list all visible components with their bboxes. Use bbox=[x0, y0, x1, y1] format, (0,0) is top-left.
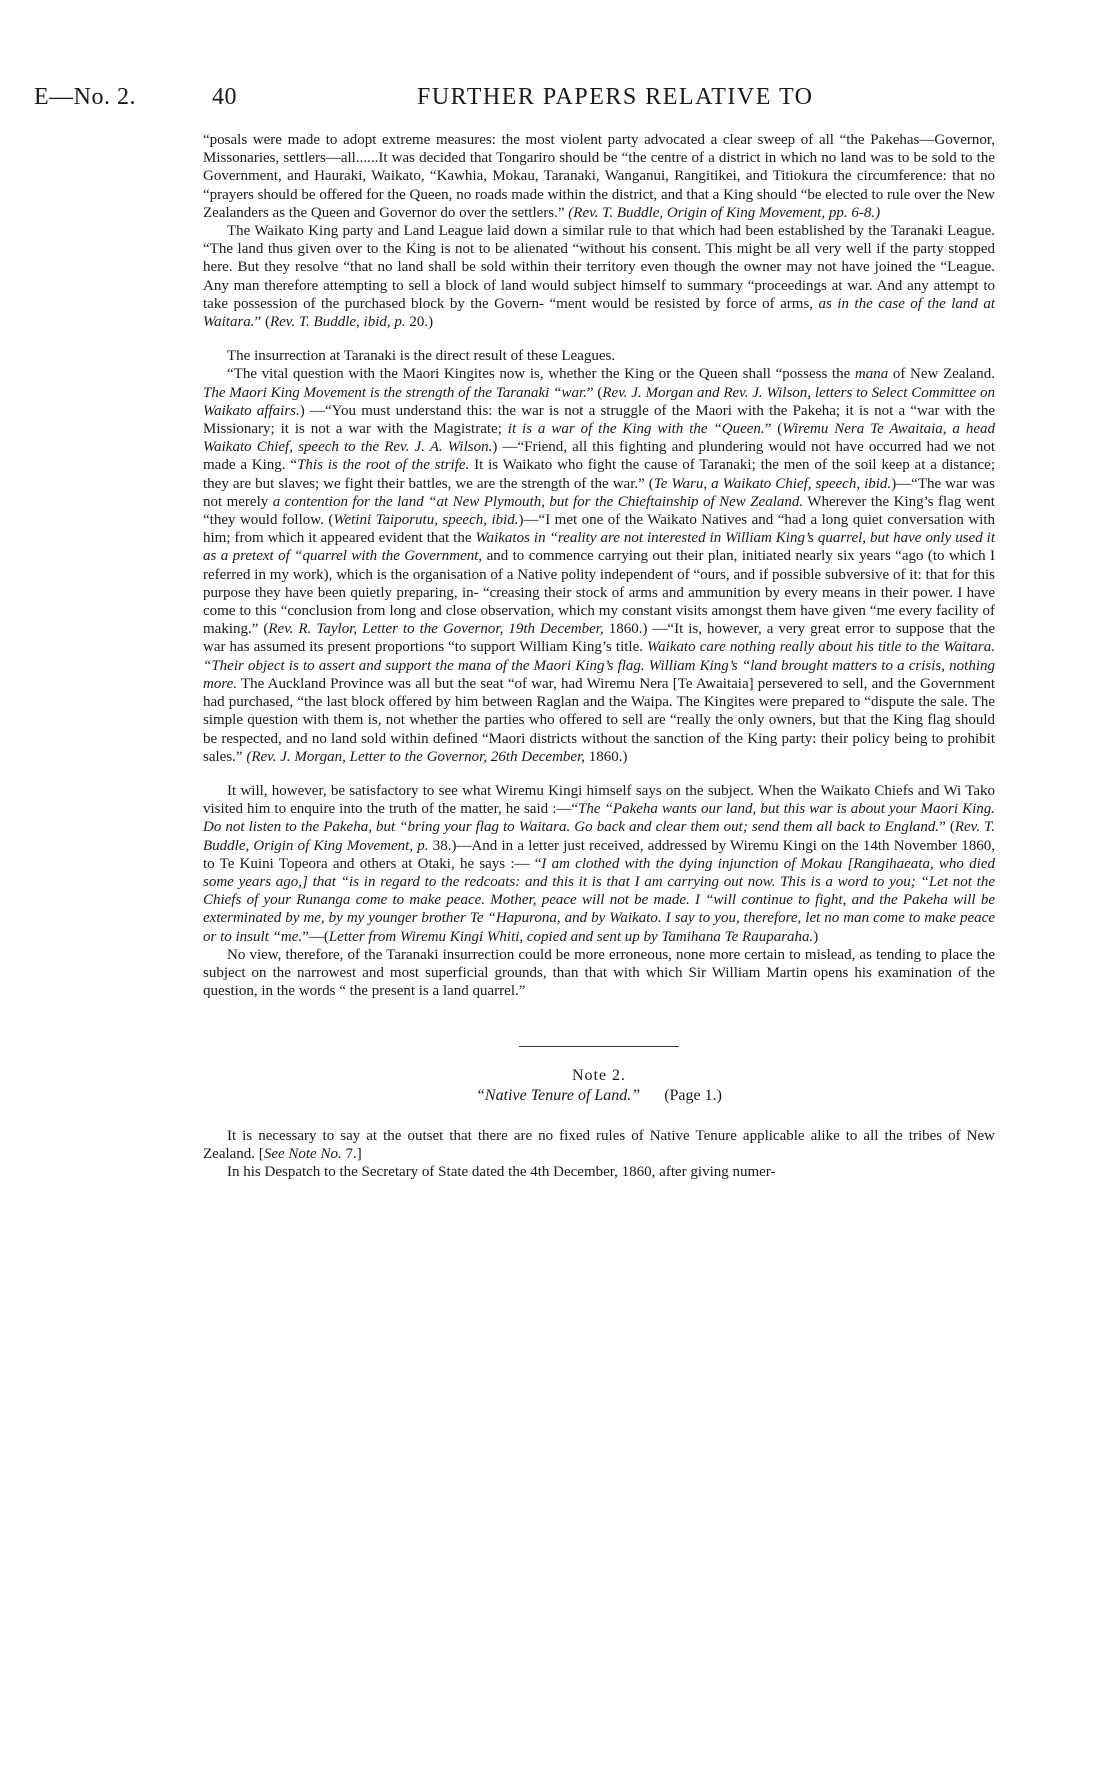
text-run: 1860.) bbox=[585, 748, 628, 765]
paragraph-native-tenure bbox=[203, 1127, 995, 1163]
text-run: )—“I met one of the Waikato Natives and “had a long quiet conversation with him; from which it appeared evident that the bbox=[203, 512, 996, 547]
paragraph-vital-question bbox=[203, 365, 995, 765]
body-text bbox=[203, 131, 995, 1181]
text-run: Rev. R. Taylor, Letter to the Governor, 19th December, bbox=[268, 621, 604, 638]
text-run: ” ( bbox=[254, 314, 270, 331]
text-run: The Auckland Province was all but the seat “of war, had Wiremu Nera [Te Awaitaia] persevered to sell, and the Government had purchased, “the last block offered by him between Raglan and the Waipa. The Kingites were prepared to “dispute the sale. The simple question with them is, not whether the parties who offered to sell are “really the only owners, but that the King flag should be respected, and no land sold within defined “Maori districts without the sanction of the King party: their policy being to prohibit sales.” bbox=[203, 675, 995, 765]
text-run: ) —“Friend, all this fighting and plundering would not have occurred had we not made a King. “ bbox=[203, 439, 996, 474]
text-run: See Note No. bbox=[263, 1145, 342, 1162]
text-run: This is the root of the strife. bbox=[297, 457, 470, 474]
paper-reference: E—No. 2. bbox=[34, 84, 136, 110]
running-title: FURTHER PAPERS RELATIVE TO bbox=[417, 84, 814, 110]
text-run: 20.) bbox=[405, 314, 434, 331]
text-run: (Rev. T. Buddle, Origin of King Movement, pp. 6-8.) bbox=[568, 204, 881, 221]
text-run: Waikatos in “reality are not interested in William King’s quarrel, but have only used it as a pretext of “quarrel with the Government, bbox=[203, 530, 996, 565]
text-run: Rev. T. Buddle, ibid, p. bbox=[269, 314, 406, 331]
section-divider bbox=[519, 1046, 679, 1047]
text-run: In his Despatch to the Secretary of State dated the 4th December, 1860, after giving numer- bbox=[227, 1164, 776, 1181]
text-run: a contention for the land “at New Plymouth, but for the Chieftainship of New Zealand. bbox=[272, 493, 804, 510]
text-run: It will, however, be satisfactory to see what Wiremu Kingi himself says on the subject. When the Waikato Chiefs and Wi Tako visited him to enquire into the truth of the matter, he said :—“ bbox=[203, 782, 995, 818]
text-run: Wetini Taiporutu, speech, ibid. bbox=[333, 512, 519, 529]
paragraph-no-view bbox=[203, 946, 995, 1001]
text-run: it is a war of the King with the “Queen. bbox=[507, 421, 765, 438]
text-run: ) bbox=[813, 928, 819, 945]
text-run: No view, therefore, of the Taranaki insurrection could be more erroneous, none more certain to mislead, as tending to place the subject on the narrowest and most superficial grounds, than that with which Sir William Martin opens his examination of the question, in the words “ the present is a land quarrel.” bbox=[203, 946, 995, 1000]
text-run: ) —“You must understand this: the war is not a struggle of the Maori with the Pakeha; it is not a “war with the Missionary; it is not a war with the Magistrate; bbox=[203, 402, 995, 438]
text-run: Letter from Wiremu Kingi Whiti, copied and sent up by Tamihana Te Rauparaha. bbox=[328, 928, 814, 945]
note-subtitle-quote: “Native Tenure of Land.” bbox=[476, 1086, 641, 1104]
text-run: Rev. J. Morgan and Rev. J. Wilson, letters to Select Committee on Waikato affairs. bbox=[203, 384, 995, 419]
text-run: I am clothed with the dying injunction of Mokau [Rangihaeata, who died some years ago,] that “is in regard to the redcoats: and this it is that I am carrying out now. This is a word to you; “Let not the Chiefs of your Runanga come to make peace. Mother, peace will not be made. I “will continue to fight, and the Pakeha will be exterminated by me, by my younger brother Te “Hapurona, and by Waikato. I say to you, therefore, let no man come to make peace or to insult “me. bbox=[203, 855, 995, 945]
text-run: Te Waru, a Waikato Chief, speech, ibid. bbox=[653, 475, 892, 492]
paragraph-wiremu-kingi bbox=[203, 782, 995, 946]
page-number: 40 bbox=[212, 84, 237, 110]
text-run: )—“The war was not merely bbox=[203, 475, 995, 510]
text-run: 38.)—And in a letter just received, addressed by Wiremu Kingi on the 14th November 1860, to Te Kuini Topeora and others at Otaki, he says :— “ bbox=[203, 837, 995, 872]
paragraph-despatch bbox=[203, 1163, 995, 1181]
page-header bbox=[34, 84, 1080, 116]
note-subheading bbox=[203, 1087, 995, 1105]
text-run: “posals were made to adopt extreme measures: the most violent party advocated a clear sweep of all “the Pakehas—Governor, Missonaries, settlers—all......It was decided that Tongariro should be “the centre of a district in which no land was to be sold to the Government, and Hauraki, Waikato, “Kawhia, Mokau, Taranaki, Wanganui, Rangitikei, and Titiokura the circumference: that no “prayers should be offered for the Queen, no roads made within the district, and that a King should “be elected to rule over the New Zealanders as the Queen and Governor do over the settlers.” bbox=[203, 132, 995, 221]
text-run: The Maori King Movement is the strength of the Taranaki “war. bbox=[203, 384, 587, 401]
text-run: ”—( bbox=[302, 928, 329, 945]
text-run: ” ( bbox=[764, 421, 783, 438]
text-run: The “Pakeha wants our land, but this war is about your Maori King. Do not listen to the Pakeha, but “bring your flag to Waitara. Go back and clear them out; send them all back to England. bbox=[203, 801, 995, 836]
paragraph-quote-buddle bbox=[203, 131, 995, 222]
text-run: Wiremu Nera Te Awaitaia, a head Waikato Chief, speech to the Rev. J. A. Wilson. bbox=[203, 421, 995, 456]
text-run: ” ( bbox=[939, 819, 955, 836]
text-run: 7.] bbox=[341, 1145, 362, 1162]
note-heading: Note 2. bbox=[571, 1067, 627, 1085]
paragraph-insurrection bbox=[203, 347, 995, 365]
text-run: of New Zealand. bbox=[888, 366, 995, 383]
text-run: 1860.) —“It is, however, a very great error to suppose that the war has assumed its present proportions “to support William King’s title. bbox=[203, 621, 995, 656]
text-run: It is Waikato who fight the cause of Taranaki; the men of the soil keep at a distance; they are but slaves; we fight their battles, we are the strength of the war.” ( bbox=[203, 457, 996, 492]
text-run: mana bbox=[854, 366, 889, 383]
text-run: as in the case of the land at Waitara. bbox=[203, 295, 995, 331]
text-run: (Rev. J. Morgan, Letter to the Governor, 26th December, bbox=[246, 748, 585, 765]
text-run: Rev. T. Buddle, Origin of King Movement, p. bbox=[203, 819, 995, 854]
text-run: It is necessary to say at the outset that there are no fixed rules of Native Tenure applicable alike to all the tribes of New Zealand. [ bbox=[203, 1127, 995, 1162]
text-run: Wherever the King’s flag went “they would follow. ( bbox=[203, 493, 995, 529]
text-run: ” ( bbox=[586, 384, 603, 401]
paragraph-land-league bbox=[203, 222, 995, 331]
text-run: The insurrection at Taranaki is the direct result of these Leagues. bbox=[227, 348, 616, 365]
text-run: The Waikato King party and Land League laid down a similar rule to that which had been established by the Taranaki League. “The land thus given over to the King is not to be alienated “without his consent. This might be all very well if the party stopped here. But they resolve “that no land shall be sold within their territory even though the owner may not have joined the “League. Any man therefore attempting to sell a block of land would subject himself to summary “proceedings at war. And any attempt to take possession of the purchased block by the Govern- “ment would be resisted by force of arms, bbox=[203, 223, 995, 312]
note-subtitle-ref: (Page 1.) bbox=[664, 1086, 722, 1104]
text-run: and to commence carrying out their plan, initiated nearly six years “ago (to which I referred in my work), which is the organisation of a Native polity independent of “ours, and if possible subversive of it: that for this purpose they have been quietly preparing, in- “creasing their stock of arms and ammunition by every means in their power. I have come to this “conclusion from long and close observation, which my constant visits amongst them have given “me every facility of making.” ( bbox=[203, 548, 995, 638]
text-run: Waikato care nothing really about his title to the Waitara. “Their object is to assert and support the mana of the Maori King’s flag. William King’s “land brought matters to a crisis, nothing more. bbox=[203, 639, 995, 692]
text-run: “The vital question with the Maori Kingites now is, whether the King or the Queen shall “possess the bbox=[227, 366, 855, 383]
